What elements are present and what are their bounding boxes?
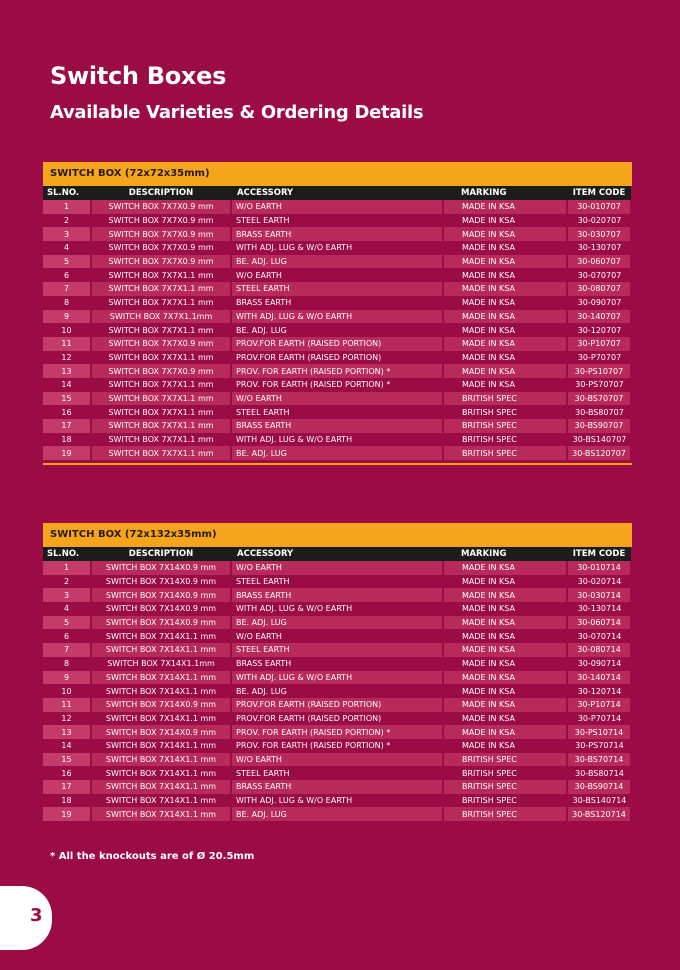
cell-accessory: BE. ADJ. LUG	[231, 446, 443, 460]
cell-description: SWITCH BOX 7X7X0.9 mm	[91, 255, 231, 269]
cell-accessory: BE. ADJ. LUG	[231, 684, 443, 698]
cell-marking: MADE IN KSA	[443, 657, 567, 671]
cell-marking: BRITISH SPEC	[443, 807, 567, 821]
cell-slno: 7	[43, 282, 91, 296]
cell-slno: 13	[43, 364, 91, 378]
cell-description: SWITCH BOX 7X7X1.1 mm	[91, 392, 231, 406]
cell-slno: 5	[43, 255, 91, 269]
cell-accessory: BE. ADJ. LUG	[231, 807, 443, 821]
cell-description: SWITCH BOX 7X14X1.1 mm	[91, 807, 231, 821]
cell-accessory: PROV.FOR EARTH (RAISED PORTION)	[231, 337, 443, 351]
cell-description: SWITCH BOX 7X14X0.9 mm	[91, 725, 231, 739]
table-body	[43, 200, 631, 460]
cell-marking: MADE IN KSA	[443, 200, 567, 214]
table-row	[43, 446, 631, 460]
cell-accessory: PROV. FOR EARTH (RAISED PORTION) *	[231, 364, 443, 378]
cell-description: SWITCH BOX 7X7X1.1 mm	[91, 323, 231, 337]
cell-description: SWITCH BOX 7X14X1.1mm	[91, 657, 231, 671]
table-section-72x72	[43, 162, 632, 465]
table-row	[43, 433, 631, 447]
cell-accessory: PROV.FOR EARTH (RAISED PORTION)	[231, 351, 443, 365]
cell-accessory: WITH ADJ. LUG & W/O EARTH	[231, 310, 443, 324]
cell-marking: BRITISH SPEC	[443, 392, 567, 406]
cell-item-code: 30-PS70707	[575, 380, 624, 390]
cell-item-code: 30-090707	[577, 298, 622, 308]
table-row	[43, 643, 631, 657]
table-row	[43, 671, 631, 685]
cell-marking: MADE IN KSA	[443, 684, 567, 698]
cell-slno: 12	[43, 351, 91, 365]
table-row	[43, 227, 631, 241]
cell-slno: 4	[43, 241, 91, 255]
cell-marking: MADE IN KSA	[443, 241, 567, 255]
cell-slno: 8	[43, 657, 91, 671]
cell-description: SWITCH BOX 7X7X1.1 mm	[91, 351, 231, 365]
cell-slno: 13	[43, 725, 91, 739]
cell-item-code: 30-BS90707	[567, 419, 631, 433]
cell-marking: MADE IN KSA	[443, 364, 567, 378]
cell-item-code: 30-BS140707	[572, 435, 627, 445]
cell-slno: 10	[43, 323, 91, 337]
cell-marking: MADE IN KSA	[443, 310, 567, 324]
cell-marking: BRITISH SPEC	[443, 433, 567, 447]
cell-item-code: 30-140714	[567, 671, 631, 685]
cell-description: SWITCH BOX 7X14X0.9 mm	[91, 575, 231, 589]
cell-slno: 2	[43, 214, 91, 228]
cell-item-code: 30-070707	[577, 270, 622, 280]
cell-accessory: PROV. FOR EARTH (RAISED PORTION) *	[231, 725, 443, 739]
cell-description: SWITCH BOX 7X14X0.9 mm	[91, 602, 231, 616]
cell-accessory: W/O EARTH	[231, 629, 443, 643]
cell-accessory: STEEL EARTH	[231, 643, 443, 657]
table-row	[43, 241, 631, 255]
cell-accessory: BE. ADJ. LUG	[231, 323, 443, 337]
page-subtitle: Available Varieties & Ordering Details	[50, 102, 424, 123]
cell-item-code: 30-060714	[567, 616, 631, 630]
table-row	[43, 200, 631, 214]
cell-slno: 19	[43, 446, 91, 460]
cell-item-code: 30-020714	[577, 577, 622, 587]
cell-accessory: WITH ADJ. LUG & W/O EARTH	[231, 794, 443, 808]
cell-slno: 18	[43, 433, 91, 447]
table-header-row	[43, 547, 631, 561]
cell-marking: MADE IN KSA	[443, 739, 567, 753]
cell-accessory: W/O EARTH	[231, 392, 443, 406]
cell-slno: 9	[43, 671, 91, 685]
cell-marking: MADE IN KSA	[443, 268, 567, 282]
cell-description: SWITCH BOX 7X14X1.1 mm	[91, 753, 231, 767]
cell-accessory: BRASS EARTH	[231, 419, 443, 433]
cell-accessory: BE. ADJ. LUG	[231, 616, 443, 630]
cell-accessory: STEEL EARTH	[231, 405, 443, 419]
cell-marking: MADE IN KSA	[443, 575, 567, 589]
col-header-marking: MARKING	[461, 549, 507, 559]
cell-slno: 11	[43, 337, 91, 351]
col-header-marking: MARKING	[461, 188, 507, 198]
cell-item-code: 30-140707	[567, 310, 631, 324]
col-header-description: DESCRIPTION	[128, 549, 194, 559]
cell-slno: 3	[43, 227, 91, 241]
cell-description: SWITCH BOX 7X7X1.1mm	[91, 310, 231, 324]
cell-slno: 15	[43, 753, 91, 767]
cell-description: SWITCH BOX 7X7X1.1 mm	[91, 419, 231, 433]
cell-description: SWITCH BOX 7X14X1.1 mm	[91, 780, 231, 794]
cell-marking: BRITISH SPEC	[443, 766, 567, 780]
cell-accessory: PROV.FOR EARTH (RAISED PORTION)	[231, 712, 443, 726]
table-row	[43, 214, 631, 228]
table-title: SWITCH BOX (72x132x35mm)	[43, 523, 632, 547]
cell-description: SWITCH BOX 7X7X1.1 mm	[91, 405, 231, 419]
cell-item-code: 30-BS120707	[567, 446, 631, 460]
cell-item-code: 30-010714	[567, 561, 631, 575]
cell-slno: 1	[43, 561, 91, 575]
table-row	[43, 255, 631, 269]
table-header-row	[43, 186, 631, 200]
cell-marking: MADE IN KSA	[443, 616, 567, 630]
table-body	[43, 561, 631, 821]
cell-accessory: W/O EARTH	[231, 200, 443, 214]
cell-item-code: 30-130707	[577, 243, 622, 253]
cell-item-code: 30-130714	[577, 604, 622, 614]
cell-item-code: 30-060707	[567, 255, 631, 269]
cell-description: SWITCH BOX 7X14X0.9 mm	[91, 588, 231, 602]
cell-item-code: 30-PS10707	[567, 364, 631, 378]
table-row	[43, 780, 631, 794]
cell-marking: MADE IN KSA	[443, 712, 567, 726]
cell-item-code: 30-PS70714	[575, 741, 624, 751]
cell-description: SWITCH BOX 7X14X1.1 mm	[91, 739, 231, 753]
table-row	[43, 629, 631, 643]
cell-item-code: 30-P10714	[567, 698, 631, 712]
table-row	[43, 684, 631, 698]
cell-item-code: 30-120707	[577, 325, 622, 335]
table-row	[43, 575, 631, 589]
cell-marking: MADE IN KSA	[443, 602, 567, 616]
table-row	[43, 405, 631, 419]
cell-marking: MADE IN KSA	[443, 296, 567, 310]
cell-slno: 9	[43, 310, 91, 324]
cell-description: SWITCH BOX 7X7X1.1 mm	[91, 378, 231, 392]
cell-slno: 17	[43, 419, 91, 433]
table-row	[43, 310, 631, 324]
cell-description: SWITCH BOX 7X14X0.9 mm	[91, 561, 231, 575]
table-row	[43, 766, 631, 780]
table-bottom-rule	[43, 463, 632, 465]
table-row	[43, 268, 631, 282]
table-row	[43, 712, 631, 726]
cell-slno: 6	[43, 268, 91, 282]
cell-description: SWITCH BOX 7X7X1.1 mm	[91, 296, 231, 310]
cell-slno: 12	[43, 712, 91, 726]
cell-marking: MADE IN KSA	[443, 671, 567, 685]
table-row	[43, 364, 631, 378]
table-row	[43, 753, 631, 767]
cell-accessory: BRASS EARTH	[231, 227, 443, 241]
cell-description: SWITCH BOX 7X7X1.1 mm	[91, 433, 231, 447]
cell-item-code: 30-P70714	[577, 713, 622, 723]
cell-description: SWITCH BOX 7X14X0.9 mm	[91, 698, 231, 712]
switch-box-table	[43, 547, 632, 821]
table-row	[43, 337, 631, 351]
cell-description: SWITCH BOX 7X7X0.9 mm	[91, 364, 231, 378]
cell-marking: MADE IN KSA	[443, 323, 567, 337]
cell-accessory: BRASS EARTH	[231, 588, 443, 602]
cell-slno: 18	[43, 794, 91, 808]
cell-accessory: W/O EARTH	[231, 753, 443, 767]
table-row	[43, 296, 631, 310]
cell-description: SWITCH BOX 7X14X1.1 mm	[91, 794, 231, 808]
cell-slno: 4	[43, 602, 91, 616]
cell-slno: 14	[43, 378, 91, 392]
cell-marking: BRITISH SPEC	[443, 405, 567, 419]
cell-item-code: 30-080707	[567, 282, 631, 296]
cell-accessory: WITH ADJ. LUG & W/O EARTH	[231, 602, 443, 616]
cell-description: SWITCH BOX 7X7X0.9 mm	[91, 227, 231, 241]
cell-accessory: PROV. FOR EARTH (RAISED PORTION) *	[231, 378, 443, 392]
cell-marking: MADE IN KSA	[443, 588, 567, 602]
table-row	[43, 807, 631, 821]
cell-accessory: W/O EARTH	[231, 268, 443, 282]
cell-marking: MADE IN KSA	[443, 643, 567, 657]
footnote: * All the knockouts are of Ø 20.5mm	[50, 851, 255, 862]
cell-description: SWITCH BOX 7X7X0.9 mm	[91, 214, 231, 228]
cell-accessory: W/O EARTH	[231, 561, 443, 575]
cell-accessory: WITH ADJ. LUG & W/O EARTH	[231, 433, 443, 447]
cell-description: SWITCH BOX 7X7X0.9 mm	[91, 241, 231, 255]
col-header-accessory: ACCESSORY	[237, 188, 294, 198]
table-row	[43, 351, 631, 365]
cell-item-code: 30-070714	[577, 631, 622, 641]
cell-slno: 3	[43, 588, 91, 602]
table-row	[43, 323, 631, 337]
cell-slno: 19	[43, 807, 91, 821]
switch-box-table	[43, 186, 632, 460]
cell-slno: 11	[43, 698, 91, 712]
col-header-item-code: ITEM CODE	[572, 549, 626, 559]
table-row	[43, 616, 631, 630]
cell-slno: 16	[43, 766, 91, 780]
col-header-accessory: ACCESSORY	[237, 549, 294, 559]
cell-item-code: 30-010707	[567, 200, 631, 214]
cell-item-code: 30-080714	[567, 643, 631, 657]
cell-slno: 16	[43, 405, 91, 419]
cell-description: SWITCH BOX 7X7X1.1 mm	[91, 282, 231, 296]
cell-marking: MADE IN KSA	[443, 227, 567, 241]
page-number-tab	[0, 886, 52, 950]
cell-description: SWITCH BOX 7X14X1.1 mm	[91, 712, 231, 726]
cell-accessory: BRASS EARTH	[231, 657, 443, 671]
cell-slno: 14	[43, 739, 91, 753]
table-row	[43, 419, 631, 433]
cell-description: SWITCH BOX 7X7X0.9 mm	[91, 337, 231, 351]
cell-item-code: 30-BS70714	[567, 753, 631, 767]
cell-accessory: STEEL EARTH	[231, 282, 443, 296]
cell-slno: 5	[43, 616, 91, 630]
cell-item-code: 30-BS140714	[572, 796, 627, 806]
cell-marking: MADE IN KSA	[443, 698, 567, 712]
cell-item-code: 30-120714	[577, 686, 622, 696]
cell-description: SWITCH BOX 7X14X1.1 mm	[91, 643, 231, 657]
cell-slno: 15	[43, 392, 91, 406]
cell-description: SWITCH BOX 7X7X0.9 mm	[91, 200, 231, 214]
cell-description: SWITCH BOX 7X14X1.1 mm	[91, 629, 231, 643]
cell-item-code: 30-030714	[567, 588, 631, 602]
cell-slno: 17	[43, 780, 91, 794]
cell-accessory: WITH ADJ. LUG & W/O EARTH	[231, 241, 443, 255]
cell-slno: 6	[43, 629, 91, 643]
cell-accessory: BE. ADJ. LUG	[231, 255, 443, 269]
table-row	[43, 561, 631, 575]
table-row	[43, 739, 631, 753]
cell-item-code: 30-BS120714	[567, 807, 631, 821]
cell-description: SWITCH BOX 7X7X1.1 mm	[91, 268, 231, 282]
cell-description: SWITCH BOX 7X14X1.1 mm	[91, 684, 231, 698]
cell-accessory: STEEL EARTH	[231, 214, 443, 228]
cell-item-code: 30-BS70707	[567, 392, 631, 406]
table-section-72x132	[43, 523, 632, 821]
table-row	[43, 657, 631, 671]
page-title: Switch Boxes	[50, 62, 227, 90]
cell-marking: BRITISH SPEC	[443, 794, 567, 808]
cell-marking: MADE IN KSA	[443, 282, 567, 296]
table-title: SWITCH BOX (72x72x35mm)	[43, 162, 632, 186]
cell-item-code: 30-P10707	[567, 337, 631, 351]
cell-marking: MADE IN KSA	[443, 378, 567, 392]
table-row	[43, 794, 631, 808]
cell-marking: MADE IN KSA	[443, 337, 567, 351]
cell-accessory: STEEL EARTH	[231, 766, 443, 780]
cell-item-code: 30-BS90714	[567, 780, 631, 794]
cell-item-code: 30-020707	[577, 216, 622, 226]
cell-marking: BRITISH SPEC	[443, 780, 567, 794]
col-header-slno: SL.NO.	[47, 549, 80, 559]
table-row	[43, 698, 631, 712]
cell-item-code: 30-030707	[567, 227, 631, 241]
cell-slno: 7	[43, 643, 91, 657]
cell-accessory: STEEL EARTH	[231, 575, 443, 589]
cell-marking: BRITISH SPEC	[443, 753, 567, 767]
cell-marking: MADE IN KSA	[443, 255, 567, 269]
cell-item-code: 30-BS80714	[575, 768, 624, 778]
table-row	[43, 588, 631, 602]
cell-marking: MADE IN KSA	[443, 629, 567, 643]
cell-description: SWITCH BOX 7X14X0.9 mm	[91, 616, 231, 630]
cell-item-code: 30-PS10714	[567, 725, 631, 739]
cell-marking: BRITISH SPEC	[443, 446, 567, 460]
cell-slno: 2	[43, 575, 91, 589]
cell-description: SWITCH BOX 7X7X1.1 mm	[91, 446, 231, 460]
cell-item-code: 30-BS80707	[575, 407, 624, 417]
table-row	[43, 602, 631, 616]
cell-accessory: PROV. FOR EARTH (RAISED PORTION) *	[231, 739, 443, 753]
cell-accessory: PROV.FOR EARTH (RAISED PORTION)	[231, 698, 443, 712]
cell-slno: 10	[43, 684, 91, 698]
cell-description: SWITCH BOX 7X14X1.1 mm	[91, 671, 231, 685]
col-header-item-code: ITEM CODE	[572, 188, 626, 198]
col-header-description: DESCRIPTION	[128, 188, 194, 198]
cell-description: SWITCH BOX 7X14X1.1 mm	[91, 766, 231, 780]
cell-accessory: BRASS EARTH	[231, 296, 443, 310]
cell-marking: BRITISH SPEC	[443, 419, 567, 433]
cell-marking: MADE IN KSA	[443, 214, 567, 228]
cell-marking: MADE IN KSA	[443, 351, 567, 365]
table-row	[43, 725, 631, 739]
cell-marking: MADE IN KSA	[443, 725, 567, 739]
col-header-slno: SL.NO.	[47, 188, 80, 198]
cell-marking: MADE IN KSA	[443, 561, 567, 575]
cell-slno: 8	[43, 296, 91, 310]
table-row	[43, 378, 631, 392]
table-row	[43, 282, 631, 296]
cell-item-code: 30-P70707	[577, 352, 622, 362]
cell-item-code: 30-090714	[577, 659, 622, 669]
cell-accessory: WITH ADJ. LUG & W/O EARTH	[231, 671, 443, 685]
cell-slno: 1	[43, 200, 91, 214]
table-row	[43, 392, 631, 406]
cell-accessory: BRASS EARTH	[231, 780, 443, 794]
page-number: 3	[30, 905, 43, 926]
